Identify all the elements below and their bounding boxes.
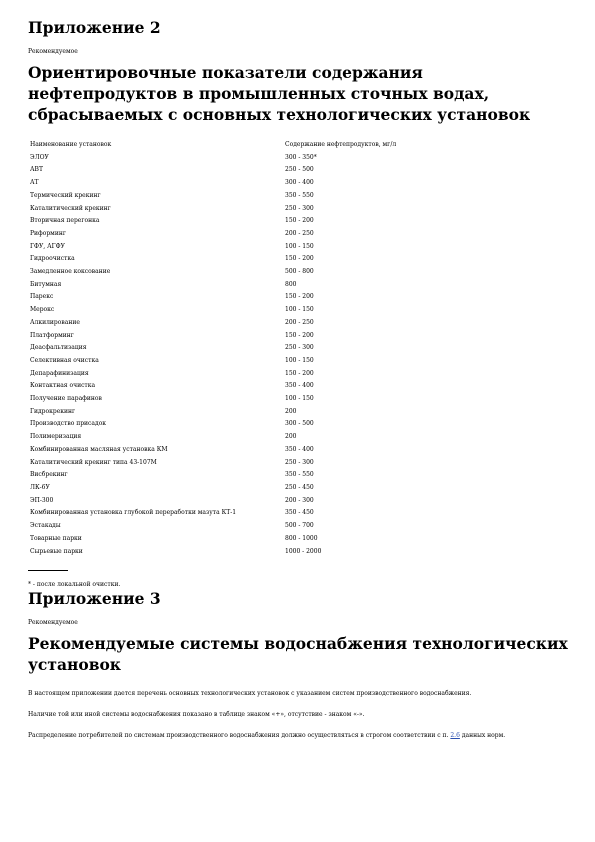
paragraph-3-text-before: Распределение потребителей по системам производственного водоснабжения должно осуществляться в строгом соответствии с п. (28, 732, 451, 740)
installation-name-cell: Замедленное коксование (30, 268, 111, 276)
table-row (28, 330, 485, 343)
installation-name-cell: Висбрекинг (30, 471, 68, 479)
appendix3-paragraph-1: В настоящем приложении дается перечень основных технологических установок с указанием систем производственного водоснабжения. (28, 690, 472, 698)
table-row (28, 304, 485, 317)
installation-name-cell: Производство присадок (30, 420, 107, 428)
installation-name-cell: Риформинг (30, 229, 66, 237)
oil-content-cell: 100 - 150 (285, 306, 314, 314)
table-row (28, 241, 485, 254)
appendix3-paragraph-3 (28, 731, 558, 740)
oil-content-cell: 200 (285, 433, 297, 441)
oil-content-cell: 250 - 450 (285, 483, 314, 491)
document-page (28, 18, 568, 740)
oil-content-cell: 250 - 300 (285, 458, 314, 466)
installation-name-cell: Деасфальтизация (30, 344, 87, 352)
table-row (28, 215, 485, 228)
table-row (28, 203, 485, 216)
installation-name-cell: АТ (30, 179, 39, 187)
installation-name-cell: Эстакады (30, 522, 61, 530)
installation-name-cell: ЭП-300 (30, 496, 54, 504)
oil-content-cell: 250 - 300 (285, 344, 314, 352)
table-row (28, 368, 485, 381)
table-row (28, 190, 485, 203)
table-row (28, 418, 485, 431)
oil-content-cell: 150 - 200 (285, 255, 314, 263)
installation-name-cell: Товарные парки (30, 534, 82, 542)
oil-content-cell: 150 - 200 (285, 369, 314, 377)
installation-name-cell: Каталитический крекинг типа 43-107М (30, 458, 157, 466)
table-row (28, 291, 485, 304)
paragraph-3-text-after: данных норм. (459, 732, 506, 740)
installation-name-cell: Алкилирование (30, 318, 80, 326)
appendix2-recommended-label: Рекомендуемое (28, 48, 78, 55)
installation-name-cell: Депарафинизация (30, 369, 89, 377)
table-row (28, 393, 485, 406)
installation-name-cell: ЛК-6У (30, 483, 50, 491)
oil-content-cell: 100 - 150 (285, 356, 314, 364)
table-row (28, 444, 485, 457)
oil-content-cell: 150 - 200 (285, 293, 314, 301)
installation-name-cell: Мерокс (30, 306, 55, 314)
oil-content-cell: 150 - 200 (285, 331, 314, 339)
installation-name-cell: Термический крекинг (30, 191, 101, 199)
oil-content-cell: 250 - 500 (285, 166, 314, 174)
oil-content-cell: 100 - 150 (285, 395, 314, 403)
table-row (28, 317, 485, 330)
installation-name-cell: Наименование установок (30, 141, 112, 148)
oil-content-cell: 200 - 250 (285, 318, 314, 326)
installation-name-cell: Каталитический крекинг (30, 204, 111, 212)
installation-name-cell: ЭЛОУ (30, 153, 49, 161)
oil-content-cell: 350 - 550 (285, 191, 314, 199)
appendix2-heading: Приложение 2 (28, 18, 161, 37)
table-row (28, 279, 485, 292)
oil-content-cell: 250 - 300 (285, 204, 314, 212)
oil-content-cell: 300 - 350* (285, 153, 317, 161)
appendix3-paragraph-2: Наличие той или иной системы водоснабжения показано в таблице знаком «+», отсутствие - знаком «-». (28, 711, 365, 719)
installation-name-cell: Битумная (30, 280, 62, 288)
table-row (28, 495, 485, 508)
installation-name-cell: Полимеризация (30, 433, 82, 441)
table-row (28, 482, 485, 495)
appendix2-title: Ориентировочные показатели содержания нефтепродуктов в промышленных сточных водах, сбрасываемых с основных технологических установок (28, 63, 531, 124)
footnote-divider (28, 570, 68, 571)
table-row (28, 533, 485, 546)
installation-name-cell: Получение парафинов (30, 395, 102, 403)
table-row (28, 546, 485, 559)
table-row (28, 469, 485, 482)
table-row (28, 152, 485, 165)
table-row (28, 177, 485, 190)
installation-name-cell: Платформинг (30, 331, 74, 339)
table-row (28, 431, 485, 444)
installation-name-cell: ГФУ, АГФУ (30, 242, 65, 250)
oil-content-cell: 350 - 400 (285, 445, 314, 453)
table-row (28, 507, 485, 520)
installation-name-cell: Вторичная перегонка (30, 217, 100, 225)
section-2-6-link[interactable]: 2.6 (450, 732, 460, 740)
table-row (28, 253, 485, 266)
oil-content-cell: 200 - 300 (285, 496, 314, 504)
oil-content-cell: 100 - 150 (285, 242, 314, 250)
oil-content-cell: 200 - 250 (285, 229, 314, 237)
table-row (28, 406, 485, 419)
oil-content-cell: 300 - 400 (285, 179, 314, 187)
oil-content-cell: Содержание нефтепродуктов, мг/л (285, 141, 397, 148)
installation-name-cell: АВТ (30, 166, 43, 174)
installation-name-cell: Парекс (30, 293, 54, 301)
footnote: * - после локальной очистки. (28, 581, 121, 589)
table-row (28, 457, 485, 470)
appendix3-title: Рекомендуемые системы водоснабжения технологических установок (28, 634, 568, 675)
table-header-row (28, 139, 485, 152)
installation-name-cell: Комбинированная установка глубокой переработки мазута КТ-1 (30, 509, 237, 517)
oil-content-cell: 350 - 450 (285, 509, 314, 517)
oil-content-cell: 300 - 500 (285, 420, 314, 428)
table-row (28, 355, 485, 368)
table-row (28, 520, 485, 533)
installation-name-cell: Контактная очистка (30, 382, 96, 390)
installation-name-cell: Сырьевые парки (30, 547, 83, 555)
installation-name-cell: Комбинированная масляная установка КМ (30, 445, 168, 453)
oil-content-cell: 500 - 700 (285, 522, 314, 530)
oil-content-cell: 800 (285, 280, 297, 288)
table-row (28, 164, 485, 177)
oil-content-cell: 350 - 400 (285, 382, 314, 390)
installation-name-cell: Селективная очистка (30, 356, 99, 364)
installation-name-cell: Гидрокрекинг (30, 407, 76, 415)
appendix3-heading: Приложение 3 (28, 589, 161, 609)
appendix3-recommended-label: Рекомендуемое (28, 619, 78, 627)
table-row (28, 228, 485, 241)
oil-content-cell: 1000 - 2000 (285, 547, 322, 555)
table-row (28, 380, 485, 393)
oil-content-cell: 200 (285, 407, 297, 415)
table-row (28, 342, 485, 355)
oil-content-cell: 800 - 1000 (285, 534, 318, 542)
table-row (28, 266, 485, 279)
oil-content-cell: 150 - 200 (285, 217, 314, 225)
oil-content-cell: 500 - 800 (285, 268, 314, 276)
oil-content-cell: 350 - 550 (285, 471, 314, 479)
installation-name-cell: Гидроочистка (30, 255, 75, 263)
oil-content-table (28, 139, 485, 558)
